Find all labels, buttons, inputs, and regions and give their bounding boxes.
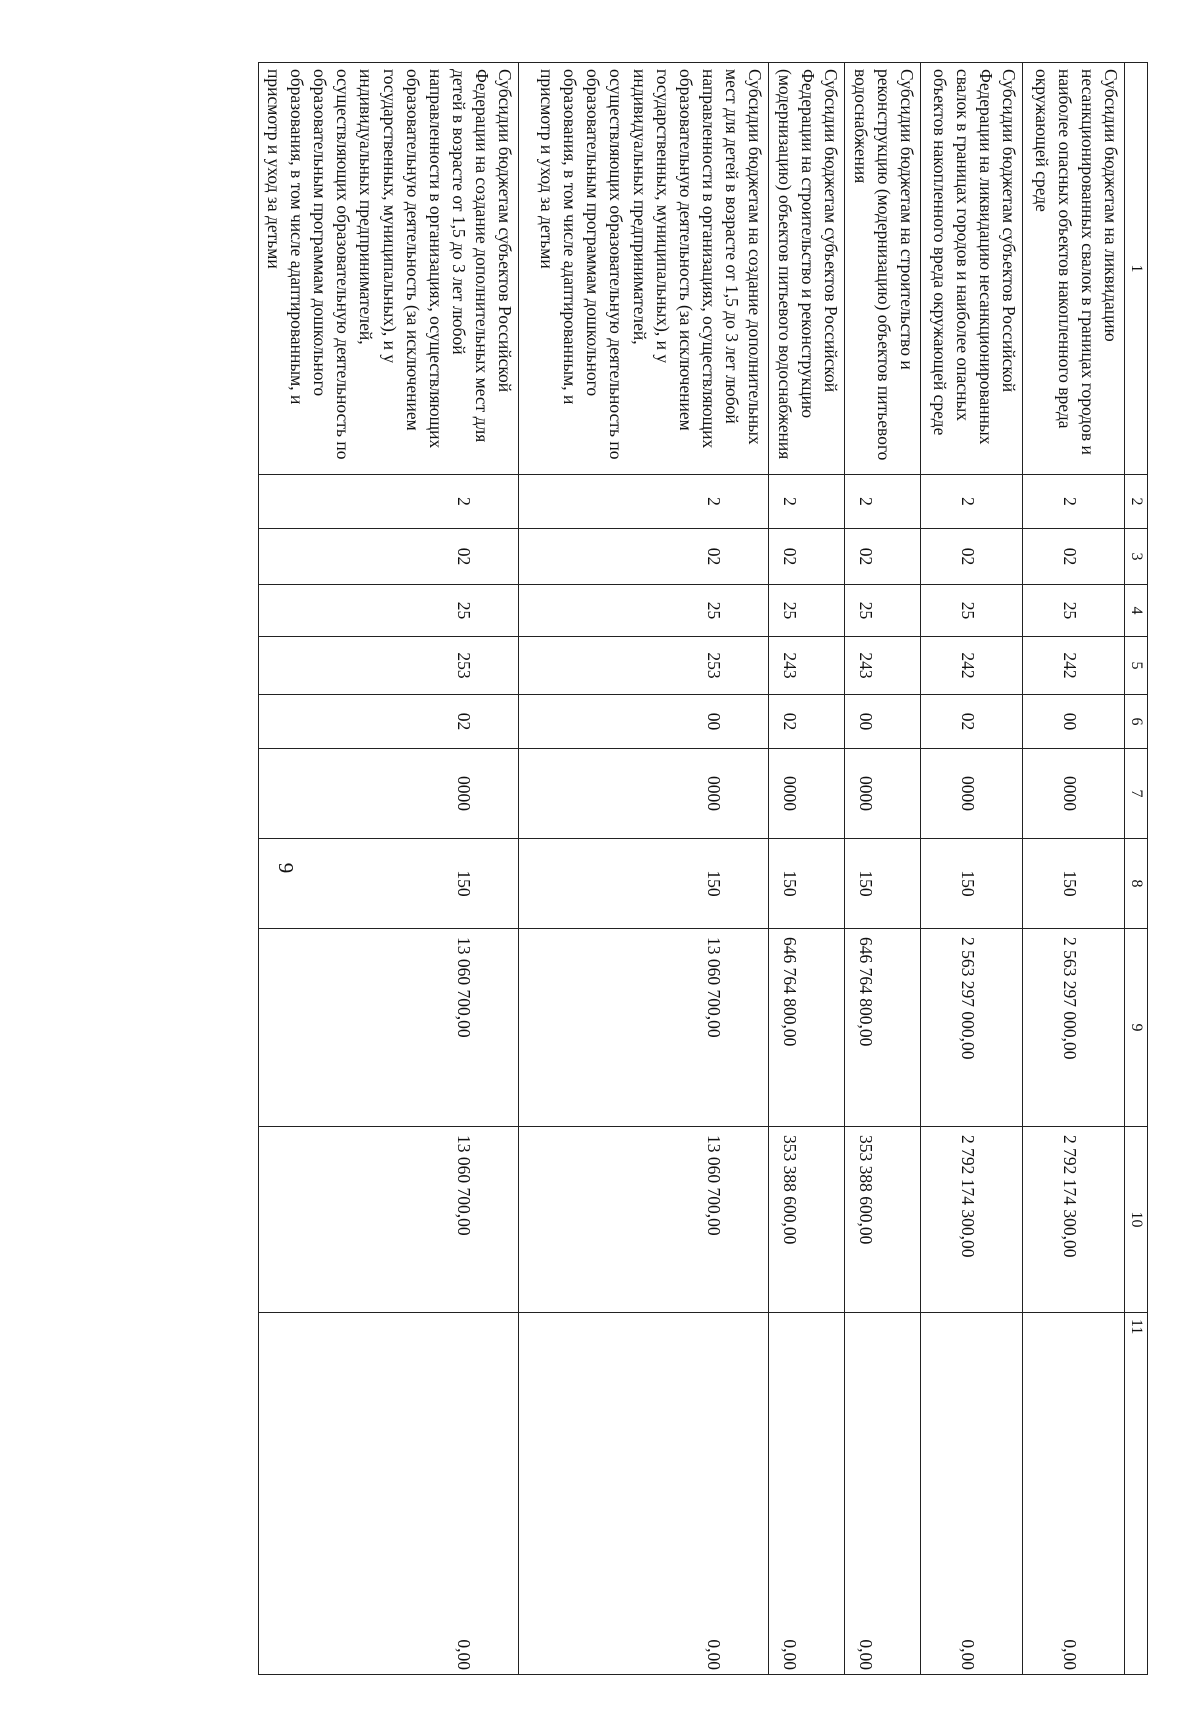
cell-col-8: 150: [769, 839, 845, 929]
cell-col-9: 2 563 297 000,00: [921, 929, 1023, 1127]
cell-col-10: 353 388 600,00: [845, 1127, 921, 1313]
cell-col-6: 02: [259, 695, 519, 749]
cell-col-7: 0000: [921, 749, 1023, 839]
header-col-2: 2: [1125, 475, 1148, 529]
header-col-5: 5: [1125, 637, 1148, 695]
cell-col-9: 13 060 700,00: [259, 929, 519, 1127]
cell-col-6: 00: [845, 695, 921, 749]
cell-col-4: 25: [1023, 585, 1125, 637]
header-col-8: 8: [1125, 839, 1148, 929]
row-description: Субсидии бюджетам субъектов Российской Федерации на создание дополнительных мест для детей в возрасте от 1,5 до 3 лет любой направленности в организациях, осуществляющих образовательную деятельность (за исключением государственных, муниципальных), и у индивидуальных предпринимателей, осуществляющих образовательную деятельность по образовательным программам дошкольного образования, в том числе адаптированным, и присмотр и уход за детьми: [259, 63, 519, 475]
cell-col-10: 353 388 600,00: [769, 1127, 845, 1313]
cell-col-10: 13 060 700,00: [519, 1127, 769, 1313]
table-row: [769, 63, 845, 1675]
cell-col-11: 0,00: [1023, 1313, 1125, 1675]
budget-table: [258, 62, 1148, 1675]
row-description: Субсидии бюджетам на строительство и реконструкцию (модернизацию) объектов питьевого водоснабжения: [845, 63, 921, 475]
cell-col-8: 150: [1023, 839, 1125, 929]
cell-col-2: 2: [769, 475, 845, 529]
rotated-page: [80, 62, 1148, 1674]
cell-col-2: 2: [259, 475, 519, 529]
cell-col-8: 150: [845, 839, 921, 929]
cell-col-9: 646 764 800,00: [769, 929, 845, 1127]
cell-col-6: 02: [921, 695, 1023, 749]
cell-col-7: 0000: [845, 749, 921, 839]
cell-col-11: 0,00: [259, 1313, 519, 1675]
header-col-1: 1: [1125, 63, 1148, 475]
cell-col-6: 00: [519, 695, 769, 749]
cell-col-6: 02: [769, 695, 845, 749]
header-col-3: 3: [1125, 529, 1148, 585]
table-row: [519, 63, 769, 1675]
cell-col-7: 0000: [1023, 749, 1125, 839]
cell-col-6: 00: [1023, 695, 1125, 749]
table-row: [845, 63, 921, 1675]
cell-col-5: 243: [845, 637, 921, 695]
cell-col-2: 2: [519, 475, 769, 529]
page-number: 9: [274, 862, 298, 874]
cell-col-11: 0,00: [519, 1313, 769, 1675]
cell-col-11: 0,00: [769, 1313, 845, 1675]
cell-col-11: 0,00: [845, 1313, 921, 1675]
row-description: Субсидии бюджетам субъектов Российской Федерации на строительство и реконструкцию (модернизацию) объектов питьевого водоснабжения: [769, 63, 845, 475]
header-col-4: 4: [1125, 585, 1148, 637]
header-col-9: 9: [1125, 929, 1148, 1127]
cell-col-2: 2: [921, 475, 1023, 529]
cell-col-9: 646 764 800,00: [845, 929, 921, 1127]
cell-col-5: 253: [519, 637, 769, 695]
row-description: Субсидии бюджетам на создание дополнительных мест для детей в возрасте от 1,5 до 3 лет любой направленности в организациях, осуществляющих образовательную деятельность (за исключением государственных, муниципальных), и у индивидуальных предпринимателей, осуществляющих образовательную деятельность по образовательным программам дошкольного образования, в том числе адаптированным, и присмотр и уход за детьми: [519, 63, 769, 475]
header-row: [1125, 63, 1148, 1675]
header-col-7: 7: [1125, 749, 1148, 839]
cell-col-8: 150: [259, 839, 519, 929]
cell-col-3: 02: [1023, 529, 1125, 585]
cell-col-7: 0000: [259, 749, 519, 839]
cell-col-3: 02: [845, 529, 921, 585]
cell-col-9: 13 060 700,00: [519, 929, 769, 1127]
cell-col-5: 243: [769, 637, 845, 695]
cell-col-11: 0,00: [921, 1313, 1023, 1675]
header-col-10: 10: [1125, 1127, 1148, 1313]
cell-col-4: 25: [769, 585, 845, 637]
cell-col-3: 02: [769, 529, 845, 585]
cell-col-4: 25: [519, 585, 769, 637]
cell-col-9: 2 563 297 000,00: [1023, 929, 1125, 1127]
table-row: [1023, 63, 1125, 1675]
row-description: Субсидии бюджетам на ликвидацию несанкционированных свалок в границах городов и наиболее опасных объектов накопленного вреда окружающей среде: [1023, 63, 1125, 475]
cell-col-4: 25: [921, 585, 1023, 637]
row-description: Субсидии бюджетам субъектов Российской Федерации на ликвидацию несанкционированных свалок в границах городов и наиболее опасных объектов накопленного вреда окружающей среде: [921, 63, 1023, 475]
cell-col-10: 2 792 174 300,00: [921, 1127, 1023, 1313]
header-col-11: 11: [1125, 1313, 1148, 1675]
cell-col-2: 2: [1023, 475, 1125, 529]
cell-col-8: 150: [921, 839, 1023, 929]
cell-col-5: 253: [259, 637, 519, 695]
cell-col-10: 13 060 700,00: [259, 1127, 519, 1313]
cell-col-3: 02: [519, 529, 769, 585]
cell-col-3: 02: [921, 529, 1023, 585]
cell-col-7: 0000: [769, 749, 845, 839]
cell-col-5: 242: [1023, 637, 1125, 695]
cell-col-2: 2: [845, 475, 921, 529]
cell-col-5: 242: [921, 637, 1023, 695]
cell-col-8: 150: [519, 839, 769, 929]
table-row: [921, 63, 1023, 1675]
cell-col-10: 2 792 174 300,00: [1023, 1127, 1125, 1313]
cell-col-4: 25: [259, 585, 519, 637]
cell-col-7: 0000: [519, 749, 769, 839]
cell-col-3: 02: [259, 529, 519, 585]
header-col-6: 6: [1125, 695, 1148, 749]
cell-col-4: 25: [845, 585, 921, 637]
